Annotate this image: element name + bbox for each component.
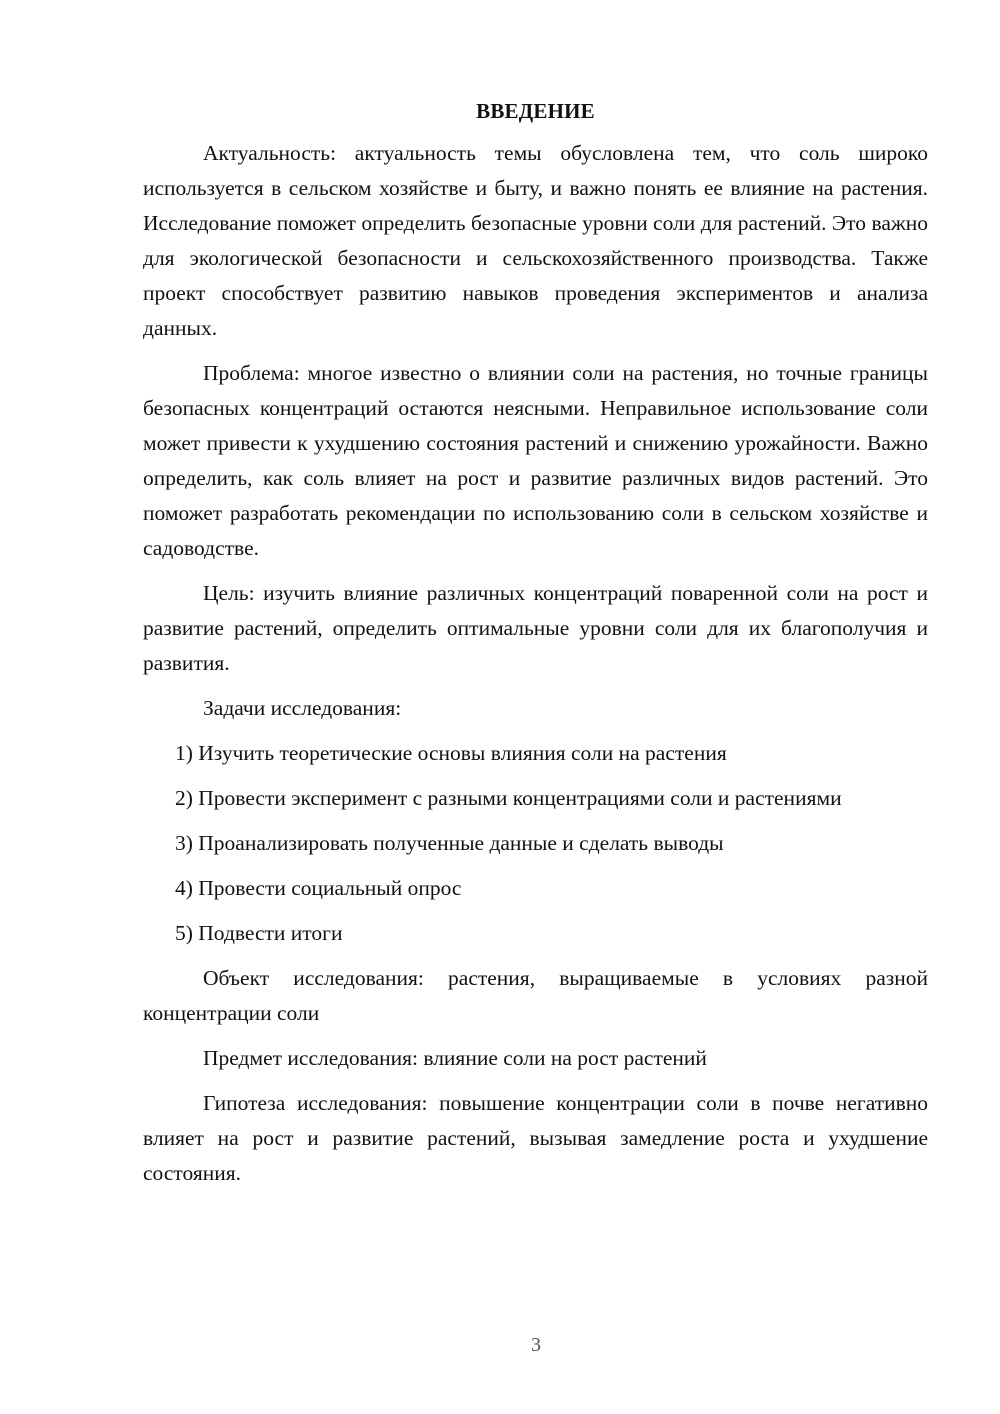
task-item-2: 2) Провести эксперимент с разными концентрациями соли и растениями [175, 786, 842, 810]
paragraph-problem: Проблема: многое известно о влиянии соли на растения, но точные границы безопасных концентраций остаются неясными. Неправильное использование соли может привести к ухудшению состояния растений и снижению урожайности. Важно определить, как соль влияет на рост и развитие различных видов растений. Это поможет разработать рекомендации по использованию соли в сельском хозяйстве и садоводстве. [143, 361, 928, 560]
task-item-3: 3) Проанализировать полученные данные и сделать выводы [175, 831, 724, 855]
task-item-1: 1) Изучить теоретические основы влияния соли на растения [175, 741, 727, 765]
paragraph-hypothesis: Гипотеза исследования: повышение концентрации соли в почве негативно влияет на рост и развитие растений, вызывая замедление роста и ухудшение состояния. [143, 1091, 928, 1185]
paragraph-relevance: Актуальность: актуальность темы обусловлена тем, что соль широко используется в сельском хозяйстве и быту, и важно понять ее влияние на растения. Исследование поможет определить безопасные уровни соли для растений. Это важно для экологической безопасности и сельскохозяйственного производства. Также проект способствует развитию навыков проведения экспериментов и анализа данных. [143, 141, 928, 340]
paragraph-tasks-heading: Задачи исследования: [203, 696, 402, 720]
paragraph-subject: Предмет исследования: влияние соли на рост растений [203, 1046, 707, 1070]
task-item-4: 4) Провести социальный опрос [175, 876, 462, 900]
document-page [143, 96, 928, 1201]
page-number: 3 [531, 1334, 541, 1356]
section-heading: ВВЕДЕНИЕ [476, 99, 595, 123]
paragraph-object: Объект исследования: растения, выращиваемые в условиях разной концентрации соли [143, 966, 928, 1025]
paragraph-goal: Цель: изучить влияние различных концентраций поваренной соли на рост и развитие растений, определить оптимальные уровни соли для их благополучия и развития. [143, 581, 928, 675]
task-item-5: 5) Подвести итоги [175, 921, 343, 945]
